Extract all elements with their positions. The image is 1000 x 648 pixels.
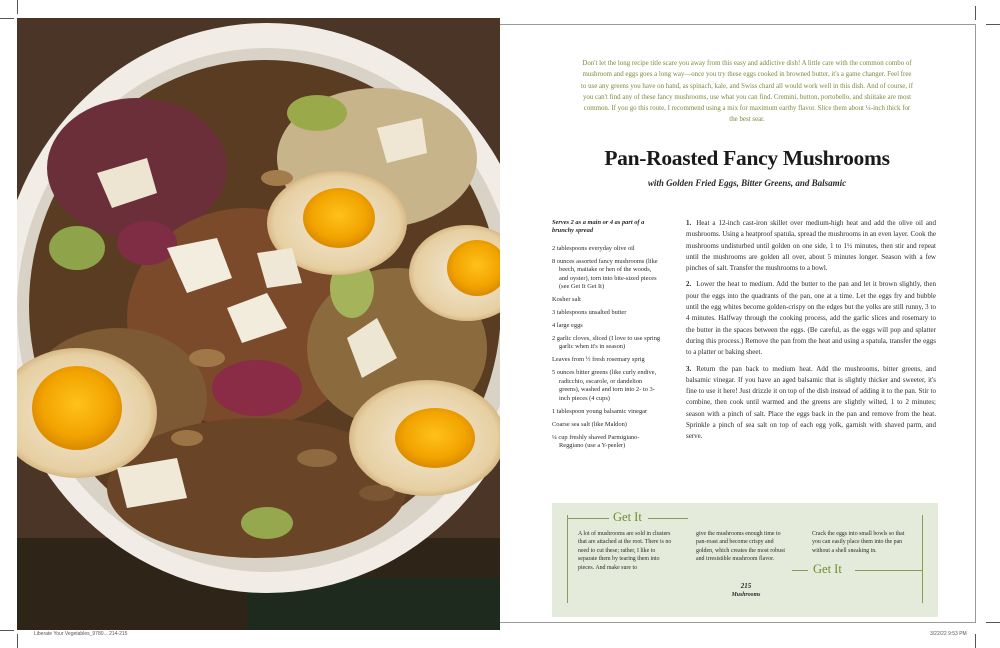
section-name: Mushrooms	[731, 592, 761, 598]
crop-mark	[975, 634, 976, 648]
ingredient-item: 5 ounces bitter greens (like curly endive, radicchio, escarole, or dandelion greens), washed and torn into 2- to 3-inch pieces (4 cups)	[552, 369, 657, 402]
tip-rule	[855, 570, 923, 571]
step-text: Lower the heat to medium. Add the butter to the pan and let it brown slightly, then pour the eggs into the quadrants of the pan, one at a time. Let the eggs fry and bubble until the egg whites become golden-crispy on the edges but the yolks are still runny, 3 to 4 minutes. Halfway through the cooking process, add the garlic slices and rosemary to the butter in the spaces between the eggs. (Be careful, as the eggs will pop and splatter during this process.) Remove the pan from the heat and using a spatula, transfer the eggs to a platter or baking sheet.	[686, 280, 936, 357]
serves-note: Serves 2 as a main or 4 as part of a brunchy spread	[552, 219, 645, 235]
tip-heading-end: Get It	[810, 562, 845, 577]
recipe-title: Pan-Roasted Fancy Mushrooms	[604, 146, 890, 170]
tip-column-3: Crack the eggs into small bowls so that you can easily place them into the pan without a shell sneaking in.	[812, 531, 905, 554]
page-edge	[500, 24, 976, 25]
crop-mark	[0, 630, 14, 631]
step-text: Return the pan back to medium heat. Add the mushrooms, bitter greens, and balsamic vinegar. If you have an aged balsamic that is slightly thicker and sweeter, it's fine to use it here! Just drizzle it on top of the dish instead of adding it to the pan. Stir to combine, then cook until warmed and the greens are slightly wilted, 1 to 2 minutes; season with a pinch of salt. Place the eggs back in the pan and remove from the heat. Sprinkle a pinch of sea salt on top of each egg yolk, garnish with shaved parm, and serve.	[686, 364, 936, 441]
tip-rule	[567, 518, 609, 519]
dish-illustration	[17, 18, 500, 630]
step-1	[686, 218, 936, 274]
page-number: 215	[740, 582, 752, 590]
crop-mark	[986, 622, 1000, 623]
tip-rule	[648, 518, 688, 519]
step-number: 2.	[686, 280, 692, 289]
ingredient-item: 3 tablespoons unsalted butter	[552, 309, 627, 317]
recipe-photo	[17, 18, 500, 630]
method-steps	[686, 218, 936, 448]
step-number: 1.	[686, 219, 692, 227]
tip-rule	[792, 570, 808, 571]
ingredients-list	[552, 219, 662, 455]
recipe-subtitle: with Golden Fried Eggs, Bitter Greens, and Balsamic	[647, 178, 847, 188]
step-2	[686, 279, 936, 358]
step-3	[686, 364, 936, 443]
crop-mark	[986, 24, 1000, 25]
ingredient-item: 4 large eggs	[552, 322, 583, 330]
ingredient-item: Coarse sea salt (like Maldon)	[552, 420, 627, 428]
print-slug-right: 3/22/22 9:53 PM	[930, 631, 967, 637]
crop-mark	[975, 6, 976, 20]
ingredient-item: Leaves from ½ fresh rosemary sprig	[552, 356, 645, 364]
page-edge	[975, 24, 976, 622]
ingredient-item: 2 tablespoons everyday olive oil	[552, 244, 635, 252]
crop-mark	[0, 18, 14, 19]
tip-column-2: give the mushrooms enough time to pan-roast and become crispy and golden, which creates the most robust and irresistible mushroom flavor.	[696, 531, 785, 563]
ingredient-item: Kosher salt	[552, 296, 581, 304]
step-number: 3.	[686, 364, 692, 373]
ingredient-item: 2 garlic cloves, sliced (I love to use spring garlic when it's in season)	[552, 335, 661, 351]
tip-heading: Get It	[610, 510, 645, 525]
ingredient-item: ¼ cup freshly shaved Parmigiano-Reggiano (use a Y-peeler)	[552, 433, 640, 450]
crop-mark	[17, 634, 18, 648]
step-text: Heat a 12-inch cast-iron skillet over medium-high heat and add the olive oil and mushrooms. Using a heatproof spatula, spread the mushrooms in an even layer. Cook the mushrooms undisturbed until golden on one side, 1 to 1½ minutes, then stir and repeat until the mushrooms are golden all over, about 5 minutes longer. Season with a few pinches of salt. Transfer the mushrooms to a bowl.	[686, 219, 936, 273]
crop-mark	[17, 0, 18, 14]
ingredient-item: 1 tablespoon young balsamic vinegar	[552, 407, 648, 415]
page-edge	[500, 622, 976, 623]
print-slug-left: Liberate Your Vegetables_9780... 214-215	[34, 631, 128, 637]
ingredient-item: 8 ounces assorted fancy mushrooms (like beech, maitake or hen of the woods, and oyster), torn into bite-sized pieces (see Get It Get It)	[552, 257, 658, 291]
page-folio	[706, 582, 786, 600]
tip-column-1: A lot of mushrooms are sold in clusters that are attached at the root. There is no need to cut these; rather, I like to separate them by tearing them into pieces. And make sure to	[578, 531, 672, 571]
recipe-intro: Don't let the long recipe title scare you away from this easy and addictive dish! A little care with the common combo of mushroom and eggs goes a long way—once you try these eggs cooked in browned butter, it's a game changer. Feel free to use any greens you have on hand, as spinach, kale, and Swiss chard all would work well in this dish. And of course, if you can't find any of these fancy mushrooms, use what you can find. Cremini, button, portobello, and shiitake are most common. If you go this route, I recommend using a mix for maximum earthy flavor. Slice them about ¼-inch thick for the best sear.	[580, 60, 914, 124]
